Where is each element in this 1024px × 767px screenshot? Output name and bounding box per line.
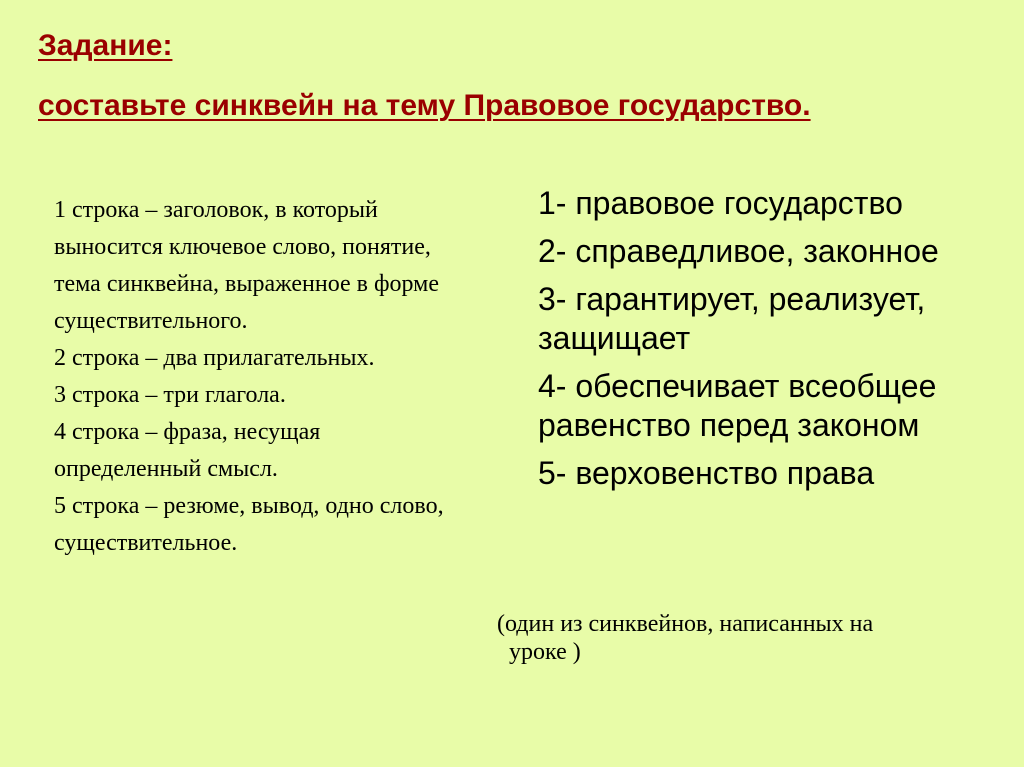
source-note-line-2: уроке )	[509, 639, 581, 665]
cinquain-line-2: 2- справедливое, законное	[538, 233, 939, 269]
rule-line-5: 5 строка – резюме, вывод, одно слово, существительное.	[54, 493, 444, 556]
rule-line-1: 1 строка – заголовок, в который выносится ключевое слово, понятие, тема синквейна, выраженное в форме существительного.	[54, 197, 440, 334]
task-heading	[38, 26, 998, 126]
cinquain-line-5: 5- верховенство права	[538, 455, 875, 491]
rule-line-4: 4 строка – фраза, несущая определенный смысл.	[54, 419, 321, 482]
rule-line-3: 3 строка – три глагола.	[54, 382, 286, 408]
cinquain-line-1: 1- правовое государство	[538, 185, 903, 221]
cinquain-line-4: 4- обеспечивает всеобщее равенство перед законом	[538, 368, 937, 443]
task-label: Задание:	[38, 29, 173, 62]
source-note	[497, 610, 977, 666]
cinquain-example-list	[538, 184, 978, 502]
rule-line-2: 2 строка – два прилагательных.	[54, 345, 375, 371]
cinquain-rules-list	[54, 192, 454, 562]
source-note-line-1: (один из синквейнов, написанных на	[497, 611, 874, 637]
task-instruction: составьте синквейн на тему Правовое государство.	[38, 89, 811, 122]
cinquain-line-3: 3- гарантирует, реализует, защищает	[538, 281, 926, 356]
